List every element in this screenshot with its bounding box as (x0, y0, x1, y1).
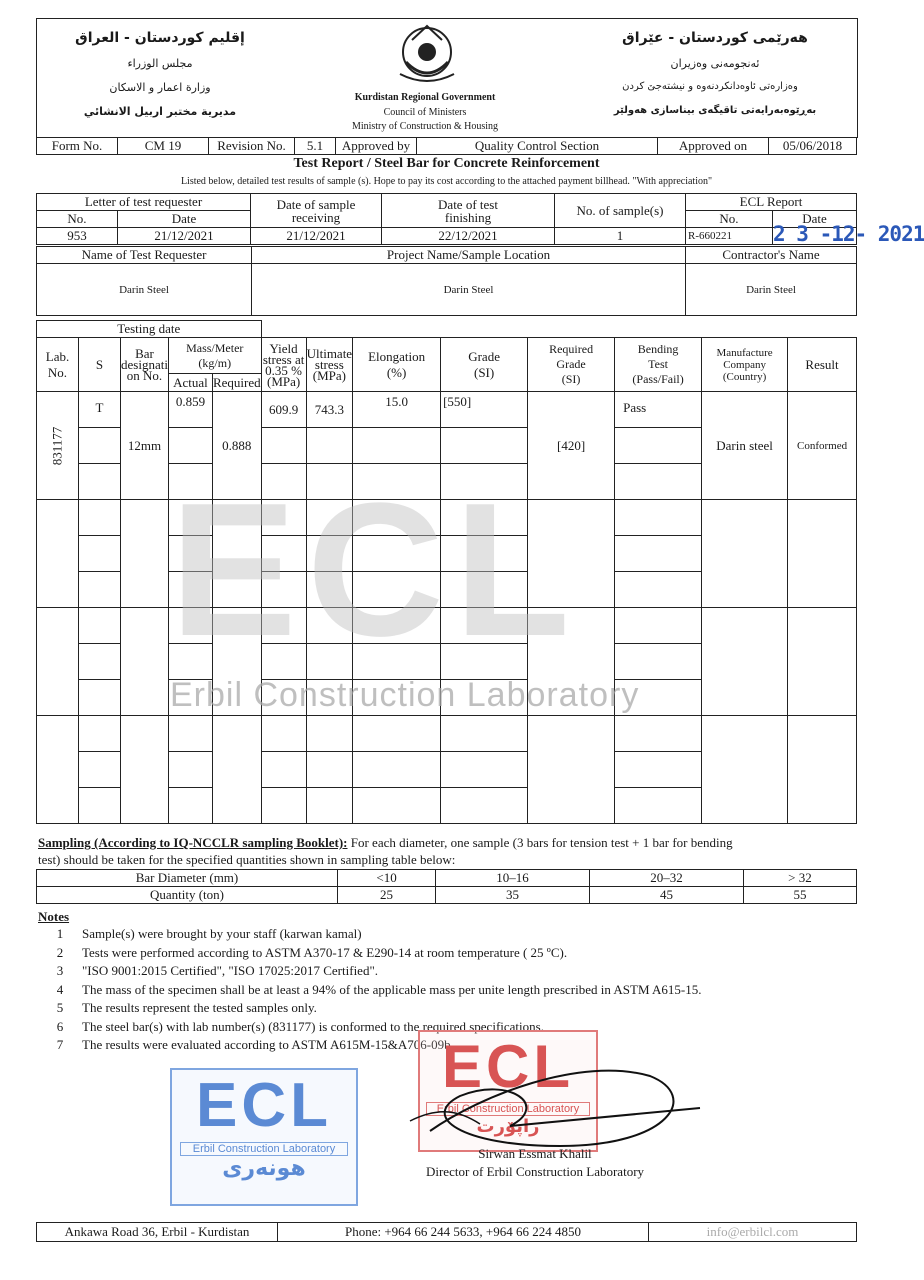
red-stamp-text: Erbil Construction Laboratory (426, 1102, 590, 1116)
quantity-2: 35 (436, 887, 590, 904)
arabic-council: مجلس الوزراء (127, 57, 193, 70)
quantity-label: Quantity (ton) (37, 887, 338, 904)
footer-address: Ankawa Road 36, Erbil - Kurdistan (37, 1223, 278, 1242)
lab-no-value: 831177 (49, 426, 65, 465)
note-item: 4 The mass of the specimen shall be at least a 94% of the applicable mass per unite length prescribed in ASTM A615-15. (56, 981, 702, 997)
letter-date-value: 21/12/2021 (118, 228, 251, 245)
contractor-label: Contractor's Name (686, 247, 857, 264)
watermark-logo: ECL (170, 464, 580, 676)
col-lab-no: Lab. No. (37, 338, 79, 392)
krg-emblem-icon (392, 22, 462, 88)
report-no-value: R-660221 (686, 228, 773, 245)
note-item: 1 Sample(s) were brought by your staff (karwan kamal) (56, 926, 362, 941)
council-name: Council of Ministers (383, 107, 467, 118)
diameter-2: 10–16 (436, 870, 590, 887)
quantity-3: 45 (590, 887, 744, 904)
elongation-value: 15.0 (353, 392, 441, 428)
kurdish-directorate: بەڕێوەبەرایەتی تاقیگەی بیناسازی هەولێر (613, 105, 817, 116)
krg-name: Kurdistan Regional Government (354, 92, 496, 103)
request-info-table (36, 193, 857, 245)
required-value: 0.888 (212, 392, 261, 500)
signature-scribble-icon (400, 1036, 720, 1156)
footer-email: info@erbilcl.com (649, 1223, 857, 1242)
arabic-ministry: وزارة اعمار و الاسكان (109, 81, 211, 94)
requester-table (36, 246, 857, 316)
diameter-label: Bar Diameter (mm) (37, 870, 338, 887)
col-required: Required (212, 374, 261, 390)
samples-value: 1 (555, 228, 686, 245)
contractor-value: Darin Steel (686, 264, 857, 316)
kurdish-ministry: وەزارەتی ئاوەدانکردنەوە و نیشتەجێ کردن (622, 81, 798, 92)
finishing-header: Date of test finishing (382, 194, 555, 228)
blue-stamp-logo: ECL (196, 1071, 332, 1140)
blue-stamp-text: Erbil Construction Laboratory (180, 1142, 348, 1156)
footer-bar (36, 1222, 857, 1242)
footer-phone: Phone: +964 66 244 5633, +964 66 224 4850 (278, 1223, 649, 1242)
ultimate-value: 743.3 (306, 392, 353, 428)
letter-no-value: 953 (37, 228, 118, 245)
s-value: T (79, 392, 121, 428)
revision-label: Revision No. (209, 138, 295, 155)
diameter-1: <10 (338, 870, 436, 887)
yield-value: 609.9 (261, 392, 306, 428)
report-title: Test Report / Steel Bar for Concrete Reinforcement (293, 156, 600, 171)
approved-by-value: Quality Control Section (417, 138, 658, 155)
red-stamp-arabic: راپۆرت (476, 1116, 540, 1137)
ecl-date-label: Date (773, 211, 857, 228)
col-actual: Actual (168, 374, 212, 392)
form-no-value: CM 19 (118, 138, 209, 155)
col-elongation: Elongation (%) (353, 338, 441, 392)
note-item: 7 The results were evaluated according to ASTM A615M-15&A706-09b. (56, 1037, 454, 1052)
blue-stamp-arabic: هونەری (222, 1156, 306, 1181)
blue-lab-stamp (170, 1068, 358, 1206)
form-no-label: Form No. (37, 138, 118, 155)
col-mass: Mass/Meter (kg/m) (168, 338, 261, 374)
red-stamp-logo: ECL (442, 1033, 574, 1100)
letter-date-label: Date (118, 211, 251, 228)
samples-header: No. of sample(s) (555, 194, 686, 228)
col-s: S (79, 338, 121, 392)
quantity-4: 55 (743, 887, 856, 904)
sampling-text-1: For each diameter, one sample (3 bars for tension test + 1 bar for bending (347, 835, 733, 850)
col-ultimate: Ultimate stress (MPa) (306, 338, 353, 392)
col-bar: Bar designati on No. (121, 338, 169, 392)
result-value: Conformed (788, 392, 857, 500)
notes-heading: Notes (38, 909, 70, 924)
letter-header: Letter of test requester (37, 194, 251, 211)
bending-value: Pass (615, 392, 702, 428)
kurdish-council: ئەنجومەنی وەزیران (670, 57, 760, 70)
watermark-text: Erbil Construction Laboratory (170, 676, 640, 714)
receiving-header: Date of sample receiving (251, 194, 382, 228)
actual-value: 0.859 (168, 392, 212, 428)
approved-on-value: 05/06/2018 (769, 138, 857, 155)
required-grade-value: [420] (528, 392, 615, 500)
col-grade: Grade (SI) (441, 338, 528, 392)
requester-label: Name of Test Requester (37, 247, 252, 264)
quantity-1: 25 (338, 887, 436, 904)
col-yield: Yield stress at 0.35 % (MPa) (261, 338, 306, 392)
ecl-no-label: No. (686, 211, 773, 228)
sampling-paragraph (38, 834, 858, 868)
letter-no-label: No. (37, 211, 118, 228)
lab-no-cell (37, 392, 79, 500)
sampling-text-2: test) should be taken for the specified quantities shown in sampling table below: (38, 852, 456, 867)
finishing-date-value: 22/12/2021 (382, 228, 555, 245)
bar-value: 12mm (121, 392, 169, 500)
sampling-heading: Sampling (According to IQ-NCCLR sampling Booklet): (38, 835, 348, 850)
project-label: Project Name/Sample Location (252, 247, 686, 264)
note-item: 6 The steel bar(s) with lab number(s) (831177) is conformed to the required specifications. (56, 1018, 544, 1034)
approved-by-label: Approved by (336, 138, 417, 155)
testing-date-label: Testing date (37, 321, 262, 338)
diameter-4: > 32 (743, 870, 856, 887)
sampling-table (36, 869, 857, 904)
signatory-title: Director of Erbil Construction Laboratory (425, 1164, 645, 1179)
col-manufacturer: Manufacture Company (Country) (702, 338, 788, 392)
arabic-directorate: مديرية مختبر اربيل الانشائي (83, 105, 237, 118)
receiving-date-value: 21/12/2021 (251, 228, 382, 245)
ministry-name: Ministry of Construction & Housing (351, 121, 499, 132)
ecl-report-header: ECL Report (686, 194, 857, 211)
grade-value: [550] (441, 392, 528, 428)
signatory-name: Sirwan Essmat Khalil (478, 1146, 592, 1161)
col-required-grade: Required Grade (SI) (528, 338, 615, 392)
col-bending: Bending Test (Pass/Fail) (615, 338, 702, 392)
revision-value: 5.1 (295, 138, 336, 155)
manufacturer-value: Darin steel (702, 392, 788, 500)
note-item: 2 Tests were performed according to ASTM A370-17 & E290-14 at room temperature ( 25 ºC). (56, 944, 568, 960)
report-date-stamp: 2 3 -12- 2021 (773, 222, 924, 246)
requester-value: Darin Steel (37, 264, 252, 316)
form-info-bar (36, 137, 857, 155)
arabic-region: إقليم كوردستان - العراق (75, 30, 245, 46)
approved-on-label: Approved on (658, 138, 769, 155)
report-subtitle: Listed below, detailed test results of sample (s). Hope to pay its cost according to the attached payment billhead. "With appreciation" (180, 176, 713, 187)
project-value: Darin Steel (252, 264, 686, 316)
diameter-3: 20–32 (590, 870, 744, 887)
kurdish-region: هەرێمی کوردستان - عێراق (622, 30, 808, 46)
note-item: 5 The results represent the tested samples only. (56, 1000, 317, 1015)
col-result: Result (788, 338, 857, 392)
note-item: 3 "ISO 9001:2015 Certified", "ISO 17025:2017 Certified". (56, 963, 379, 978)
